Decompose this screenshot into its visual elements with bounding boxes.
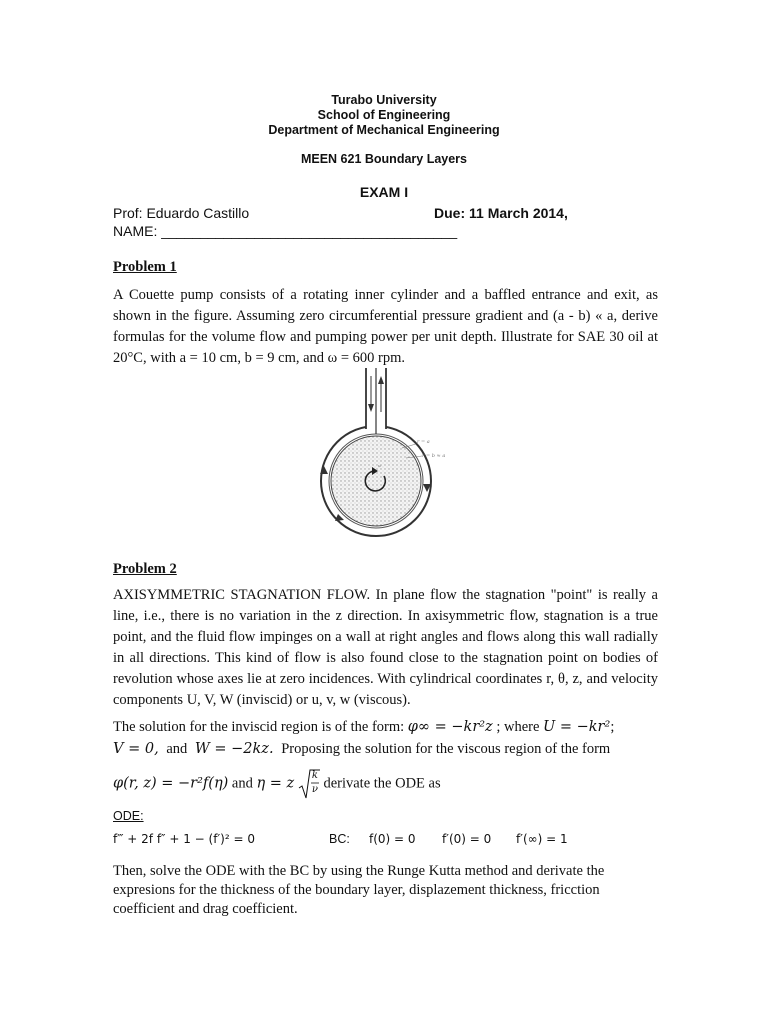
v-equation: V = 0, xyxy=(113,741,159,757)
problem-2-text: AXISYMMETRIC STAGNATION FLOW. In plane flow the stagnation "point" is really a line, i.e., there is no variation in the z direction. In axisymmetric flow, stagnation is a true point, and the fluid flow impinges on a wall at right angles and flows along this wall radially in all directions. This kind of flow is also found close to the stagnation point on bodies of revolution whose axes lie at zero incidences. With cylindrical coordinates r, θ, z, and velocity components U, V, W (inviscid) or u, v, w (viscous). xyxy=(113,587,658,708)
problem-1-text: A Couette pump consists of a rotating inner cylinder and a baffled entrance and exit, as shown in the figure. Assuming zero circumferential pressure gradient and (a - b) « a, derive formulas for the volume flow and pumping power per unit depth. Illustrate for SAE 30 oil at 20°C, with a = 10 cm, b = 9 cm, and ω = 600 rpm. xyxy=(113,287,658,366)
problem-2-heading: Problem 2 xyxy=(113,561,177,577)
bc-f0: f(0) = 0 xyxy=(369,832,416,846)
couette-pump-figure xyxy=(308,368,468,538)
phi-infinity-equation: φ∞ = −kr²z xyxy=(407,719,493,735)
closing-instructions: Then, solve the ODE with the BC by using the Runge Kutta method and derivate the expresions for the thickness of the boundary layer, displazement thickness, fricction coefficient and drag coefficient. xyxy=(113,863,605,917)
proposing-text: Proposing the solution for the viscous region of the form xyxy=(281,741,611,757)
derivate-text: derivate the ODE as xyxy=(323,775,441,792)
label-r-b: r = b ≈ a xyxy=(422,453,446,459)
inner-cylinder xyxy=(331,436,421,526)
flow-arrow-bottom-icon xyxy=(335,514,344,521)
omega-label: ω xyxy=(378,463,382,468)
eta-equation: η = z xyxy=(256,775,295,792)
problem-1-heading: Problem 1 xyxy=(113,259,177,275)
due-date: Due: 11 March 2014, xyxy=(434,205,568,221)
frac-denominator: ν xyxy=(311,784,318,795)
u-equation: U = −kr² xyxy=(543,719,611,735)
department-name: Department of Mechanical Engineering xyxy=(268,123,500,137)
ode-equation: f‴ + 2f f″ + 1 − (f′)² = 0 xyxy=(113,832,255,846)
course-title: MEEN 621 Boundary Layers xyxy=(300,152,468,166)
label-r-a: r = a xyxy=(417,439,430,445)
school-name: School of Engineering xyxy=(317,108,451,122)
where-text: ; where xyxy=(496,719,540,735)
phi-rz-equation: φ(r, z) = −r²f(η) xyxy=(113,775,229,792)
ode-label: ODE: xyxy=(113,809,144,823)
sqrt-k-over-nu xyxy=(298,768,320,800)
and-text: and xyxy=(166,741,188,757)
name-field: NAME: ______________________________________ xyxy=(113,223,458,239)
w-equation: W = −2kz. xyxy=(194,741,274,757)
inviscid-solution-line: The solution for the inviscid region is of the form: φ∞ = −kr²z ; where U = −kr²; xyxy=(113,719,615,735)
university-name: Turabo University xyxy=(331,93,437,107)
viscous-proposal-line xyxy=(113,739,658,760)
bc-label: BC: xyxy=(329,832,350,846)
professor-line: Prof: Eduardo Castillo xyxy=(113,205,250,221)
bc-fprime-inf: f′(∞) = 1 xyxy=(516,832,568,846)
exam-title: EXAM I xyxy=(359,184,409,200)
phi-form-line xyxy=(113,768,658,800)
inviscid-intro: The solution for the inviscid region is of the form: xyxy=(113,719,405,735)
bc-fprime0: f′(0) = 0 xyxy=(442,832,492,846)
and-text-2: and xyxy=(231,775,253,792)
frac-numerator: k xyxy=(311,770,318,781)
